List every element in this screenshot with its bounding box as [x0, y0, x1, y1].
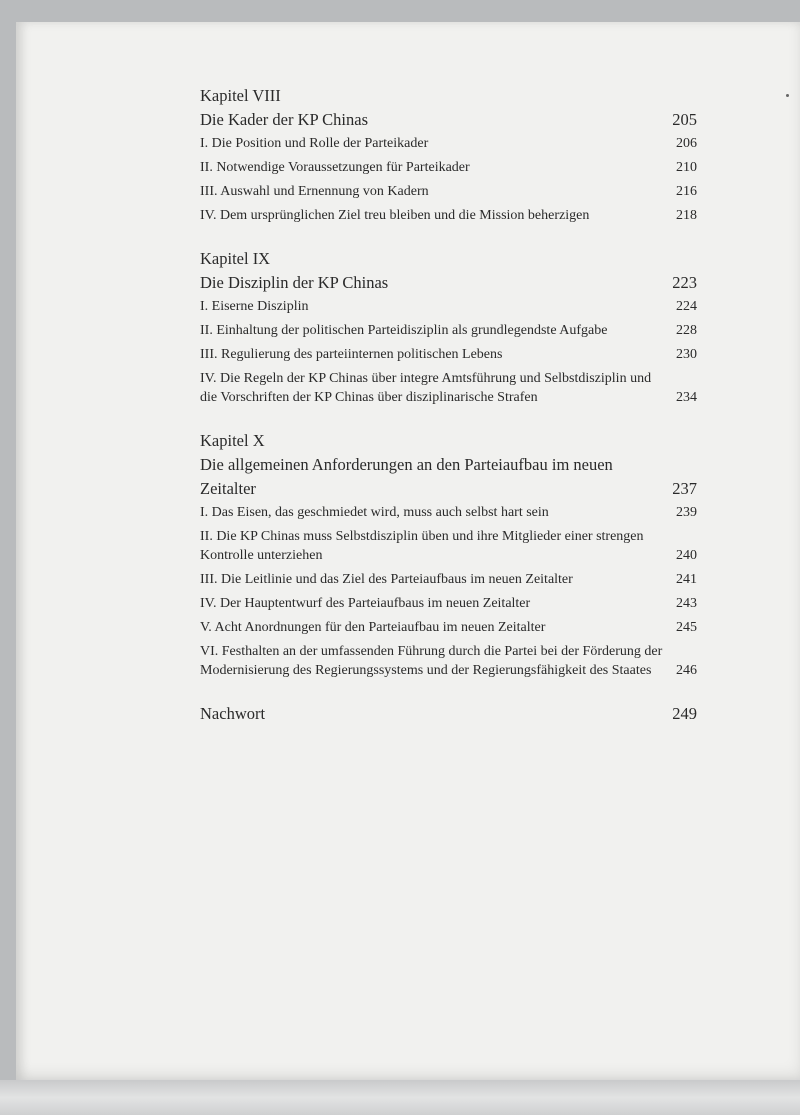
- chapter-title: Die Kader der KP Chinas: [200, 110, 369, 129]
- page-number: 245: [676, 620, 697, 635]
- page-speck: [786, 94, 789, 97]
- toc-entry: [200, 570, 697, 589]
- entry-text: III. Die Leitlinie und das Ziel des Parteiaufbaus im neuen Zeitalter: [200, 572, 573, 587]
- page-number: 224: [676, 299, 697, 314]
- chapter-title-row: [200, 108, 697, 132]
- table-of-contents: [200, 84, 697, 726]
- entry-text: I. Die Position und Rolle der Parteikader: [200, 136, 429, 151]
- toc-entry: [200, 297, 697, 316]
- entry-text: VI. Festhalten an der umfassenden Führung durch die Partei bei der Förderung der Modernisierung des Regierungssystems und der Regierungsfähigkeit des Staates: [200, 644, 663, 678]
- page-number: 216: [676, 184, 697, 199]
- chapter-label: Kapitel X: [200, 431, 265, 450]
- page-number: 241: [676, 572, 697, 587]
- page-number: 223: [672, 273, 697, 292]
- page-number: 206: [676, 136, 697, 151]
- entry-text: IV. Der Hauptentwurf des Parteiaufbaus im neuen Zeitalter: [200, 596, 531, 611]
- toc-entry: [200, 158, 697, 177]
- page-number: 218: [676, 208, 697, 223]
- nachwort-title: Nachwort: [200, 704, 266, 723]
- page-number: 239: [676, 505, 697, 520]
- chapter-title: Die Disziplin der KP Chinas: [200, 273, 389, 292]
- chapter-title-row: [200, 453, 697, 501]
- page-number: 210: [676, 160, 697, 175]
- toc-entry: [200, 345, 697, 364]
- nachwort-row: [200, 702, 697, 726]
- toc-entry: [200, 134, 697, 153]
- page-number: 246: [676, 663, 697, 678]
- chapter-8: [200, 84, 697, 225]
- toc-entry: [200, 369, 697, 407]
- toc-entry: [200, 618, 697, 637]
- page-number: 240: [676, 548, 697, 563]
- entry-text: I. Das Eisen, das geschmiedet wird, muss auch selbst hart sein: [200, 505, 549, 520]
- toc-entry: [200, 182, 697, 201]
- entry-text: III. Auswahl und Ernennung von Kadern: [200, 184, 429, 199]
- page-number: 234: [676, 390, 697, 405]
- toc-entry: [200, 206, 697, 225]
- page-number: 243: [676, 596, 697, 611]
- entry-text: III. Regulierung des parteiinternen politischen Lebens: [200, 347, 503, 362]
- page-number: 249: [672, 704, 697, 723]
- entry-text: I. Eiserne Disziplin: [200, 299, 309, 314]
- page-number: 228: [676, 323, 697, 338]
- chapter-10: [200, 429, 697, 680]
- toc-entry: [200, 503, 697, 522]
- chapter-label: Kapitel IX: [200, 249, 271, 268]
- bottom-edge: [0, 1080, 800, 1115]
- entry-text: IV. Die Regeln der KP Chinas über integre Amtsführung und Selbstdisziplin und die Vorschriften der KP Chinas über disziplinarische Strafen: [200, 371, 652, 405]
- toc-entry: [200, 527, 697, 565]
- chapter-title: Die allgemeinen Anforderungen an den Parteiaufbau im neuen Zeitalter: [200, 455, 613, 498]
- page-number: 237: [672, 479, 697, 498]
- entry-text: V. Acht Anordnungen für den Parteiaufbau im neuen Zeitalter: [200, 620, 546, 635]
- chapter-9: [200, 247, 697, 407]
- toc-entry: [200, 642, 697, 680]
- page-number: 205: [672, 110, 697, 129]
- entry-text: II. Die KP Chinas muss Selbstdisziplin üben und ihre Mitglieder einer strengen Kontrolle unterziehen: [200, 529, 644, 563]
- toc-entry: [200, 321, 697, 340]
- chapter-label: Kapitel VIII: [200, 86, 281, 105]
- entry-text: IV. Dem ursprünglichen Ziel treu bleiben und die Mission beherzigen: [200, 208, 590, 223]
- entry-text: II. Notwendige Voraussetzungen für Parteikader: [200, 160, 470, 175]
- toc-entry: [200, 594, 697, 613]
- chapter-title-row: [200, 271, 697, 295]
- entry-text: II. Einhaltung der politischen Parteidisziplin als grundlegendste Aufgabe: [200, 323, 608, 338]
- page-number: 230: [676, 347, 697, 362]
